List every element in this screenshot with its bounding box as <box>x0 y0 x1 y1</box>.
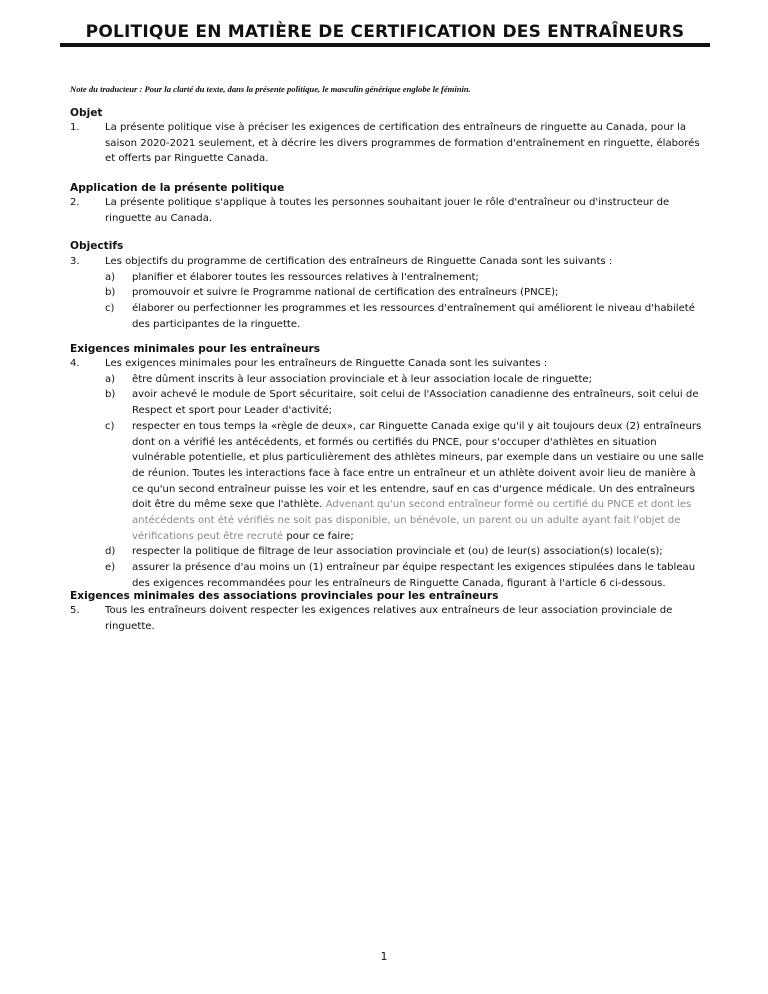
section-heading-objet: Objet <box>70 107 103 119</box>
paragraph-number: 4. <box>70 358 80 369</box>
list-item-text: promouvoir et suivre le Programme national de certification des entraîneurs (PNCE); <box>132 287 559 299</box>
list-item-letter: b) <box>105 287 116 299</box>
list-item-letter: a) <box>105 373 116 385</box>
paragraph-5 <box>70 603 710 634</box>
list-item <box>105 387 710 418</box>
paragraph-text: Tous les entraîneurs doivent respecter les exigences relatives aux entraîneurs de leur association provinciale de ringuette. <box>105 605 673 632</box>
paragraph-text: La présente politique vise à préciser les exigences de certification des entraîneurs de ringuette au Canada, pour la saison 2020-2021 seulement, et à décrire les divers programmes de formation d'entraînement en ringuette, élaborés et offerts par Ringuette Canada. <box>105 122 700 165</box>
list-item-letter: e) <box>105 562 116 574</box>
list-item-letter: c) <box>105 420 115 432</box>
paragraph-number: 5. <box>70 605 80 616</box>
rule-of-two-faded-text: Advenant qu'un second entraîneur formé ou certifié du PNCE et dont les antécédents ont été vérifiés ne soit pas disponible, un bénévole, un parent ou un adulte ayant fait l'objet de vérifications peut être recruté <box>132 499 692 542</box>
translator-note: Note du traducteur : Pour la clarté du texte, dans la présente politique, le masculin générique englobe le féminin. <box>70 84 471 94</box>
paragraph-text: La présente politique s'applique à toutes les personnes souhaitant jouer le rôle d'entraîneur ou d'instructeur de ringuette au Canada. <box>105 197 670 224</box>
list-item <box>105 419 710 545</box>
paragraph-4 <box>70 356 710 592</box>
section-heading-exigences-associations: Exigences minimales des associations provinciales pour les entraîneurs <box>70 590 499 602</box>
list-item <box>105 560 710 591</box>
paragraph-1 <box>70 120 710 167</box>
list-item-text: assurer la présence d'au moins un (1) entraîneur par équipe respectant les exigences stipulées dans le tableau des exigences recommandées pour les entraîneurs de Ringuette Canada, figurant à l'article 6 ci-dessous. <box>132 562 696 589</box>
list-item <box>105 270 710 286</box>
title-underline <box>60 43 710 47</box>
paragraph-number: 2. <box>70 197 80 208</box>
paragraph-number: 1. <box>70 122 80 133</box>
section-heading-objectifs: Objectifs <box>70 240 124 252</box>
list-item-text-rule-of-two <box>132 419 710 545</box>
rule-of-two-tail: pour ce faire; <box>286 530 354 542</box>
page-number: 1 <box>380 950 388 963</box>
section-heading-application: Application de la présente politique <box>70 182 285 194</box>
list-item-letter: b) <box>105 389 116 401</box>
page-title: POLITIQUE EN MATIÈRE DE CERTIFICATION DES ENTRAÎNEURS <box>85 22 685 42</box>
paragraph-number: 3. <box>70 256 80 267</box>
list-item-text: avoir achevé le module de Sport sécuritaire, soit celui de l'Association canadienne des entraîneurs, soit celui de Respect et sport pour Leader d'activité; <box>132 389 699 417</box>
paragraph-3 <box>70 254 710 333</box>
list-item-letter: a) <box>105 271 116 283</box>
list-item <box>105 285 710 301</box>
rule-of-two-text: respecter en tous temps la «règle de deux», car Ringuette Canada exige qu'il y ait toujours deux (2) entraîneurs dont on a vérifié les antécédents, et formés ou certifiés du PNCE, pour s'occuper d'athlètes en situation vulnérable potentielle, et plus particulièrement des athlètes mineurs, par exemple dans un vestiaire ou une salle de réunion. Toutes les interactions face à face entre un entraîneur et un athlète doivent avoir lieu de manière à ce qu'un second entraîneur puisse les voir et les entendre, sauf en cas d'urgence médicale. Un des entraîneurs doit être du même sexe que l'athlète. <box>132 420 704 511</box>
list-item <box>105 372 710 388</box>
section-heading-exigences-entraineurs: Exigences minimales pour les entraîneurs <box>70 343 321 355</box>
paragraph-intro: Les exigences minimales pour les entraîneurs de Ringuette Canada sont les suivantes : <box>105 358 548 369</box>
list-item <box>105 301 710 332</box>
list-item-text: être dûment inscrits à leur association provinciale et à leur association locale de ringuette; <box>132 373 593 385</box>
list-item-text: planifier et élaborer toutes les ressources relatives à l'entraînement; <box>132 271 479 283</box>
list-item-letter: c) <box>105 303 115 315</box>
paragraph-intro: Les objectifs du programme de certification des entraîneurs de Ringuette Canada sont les suivants : <box>105 256 613 267</box>
paragraph-2 <box>70 195 710 226</box>
list-item-letter: d) <box>105 546 116 558</box>
list-item <box>105 544 710 560</box>
list-item-text: respecter la politique de filtrage de leur association provinciale et (ou) de leur(s) association(s) locale(s); <box>132 546 663 558</box>
list-item-text: élaborer ou perfectionner les programmes et les ressources d'entraînement qui améliorent le niveau d'habileté des participantes de la ringuette. <box>132 303 695 330</box>
